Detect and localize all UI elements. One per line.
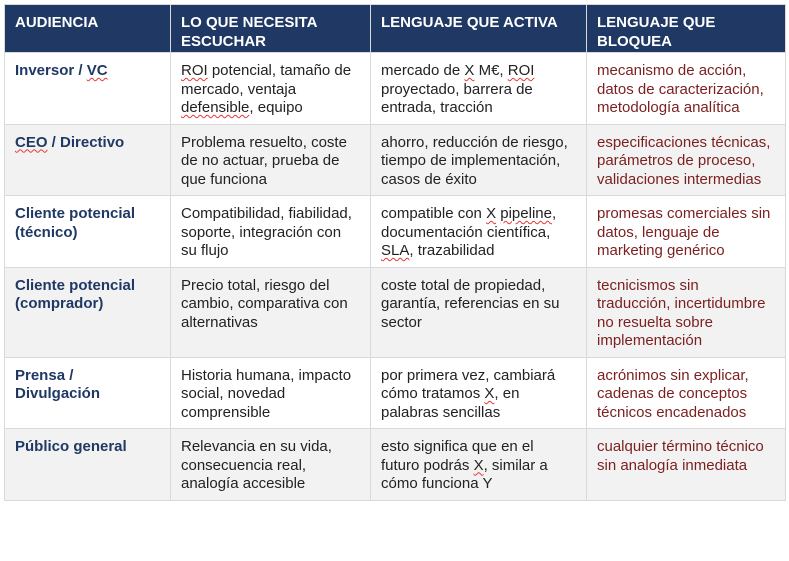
header-row <box>5 5 786 53</box>
header-lo-que-necesita-escuchar: LO QUE NECESITA ESCUCHAR <box>171 5 371 53</box>
needs-cell: Problema resuelto, coste de no actuar, prueba de que funciona <box>171 124 371 196</box>
header-lenguaje-que-bloquea: LENGUAJE QUE BLOQUEA <box>587 5 786 53</box>
needs-cell: Compatibilidad, fiabilidad, soporte, integración con su flujo <box>171 196 371 268</box>
spellcheck-word: X <box>464 62 475 79</box>
header-audiencia: AUDIENCIA <box>5 5 171 53</box>
blocks-cell: acrónimos sin explicar, cadenas de conceptos técnicos encadenados <box>587 357 786 429</box>
spellcheck-word: SLA <box>381 242 410 259</box>
blocks-cell: especificaciones técnicas, parámetros de proceso, validaciones intermedias <box>587 124 786 196</box>
audience-cell: Cliente potencial (técnico) <box>5 196 171 268</box>
table-row <box>5 429 786 501</box>
spellcheck-word: X <box>473 456 484 474</box>
spellcheck-word: ROI <box>181 62 208 79</box>
audience-cell: Público general <box>5 429 171 501</box>
needs-cell: Historia humana, impacto social, novedad comprensible <box>171 357 371 429</box>
blocks-cell: promesas comerciales sin datos, lenguaje de marketing genérico <box>587 196 786 268</box>
blocks-cell: mecanismo de acción, datos de caracterización, metodología analítica <box>587 53 786 125</box>
activates-cell: por primera vez, cambiará cómo tratamos X, en palabras sencillas <box>371 357 587 429</box>
blocks-cell: cualquier término técnico sin analogía inmediata <box>587 429 786 501</box>
audience-language-table <box>4 4 786 501</box>
table-row <box>5 124 786 196</box>
spellcheck-word: CEO <box>15 133 48 151</box>
activates-cell: compatible con X pipeline, documentación científica, SLA, trazabilidad <box>371 196 587 268</box>
spellcheck-word: X <box>484 385 495 402</box>
needs-cell: Relevancia en su vida, consecuencia real, analogía accesible <box>171 429 371 501</box>
spellcheck-word: defensible <box>181 99 250 116</box>
header-lenguaje-que-activa: LENGUAJE QUE ACTIVA <box>371 5 587 53</box>
activates-cell: ahorro, reducción de riesgo, tiempo de implementación, casos de éxito <box>371 124 587 196</box>
audience-cell: Prensa / Divulgación <box>5 357 171 429</box>
needs-cell: Precio total, riesgo del cambio, comparativa con alternativas <box>171 267 371 357</box>
audience-cell: Inversor / VC <box>5 53 171 125</box>
blocks-cell: tecnicismos sin traducción, incertidumbre no resuelta sobre implementación <box>587 267 786 357</box>
activates-cell: mercado de X M€, ROI proyectado, barrera de entrada, tracción <box>371 53 587 125</box>
table-row <box>5 196 786 268</box>
spellcheck-word: pipeline <box>500 205 552 222</box>
activates-cell: coste total de propiedad, garantía, referencias en su sector <box>371 267 587 357</box>
needs-cell: ROI potencial, tamaño de mercado, ventaja defensible, equipo <box>171 53 371 125</box>
spellcheck-word: VC <box>86 62 108 79</box>
table-row <box>5 53 786 125</box>
spellcheck-word: X <box>486 205 497 222</box>
activates-cell: esto significa que en el futuro podrás X, similar a cómo funciona Y <box>371 429 587 501</box>
spellcheck-word: ROI <box>507 62 535 79</box>
table-row <box>5 267 786 357</box>
audience-cell: CEO / Directivo <box>5 124 171 196</box>
audience-cell: Cliente potencial (comprador) <box>5 267 171 357</box>
table-row <box>5 357 786 429</box>
